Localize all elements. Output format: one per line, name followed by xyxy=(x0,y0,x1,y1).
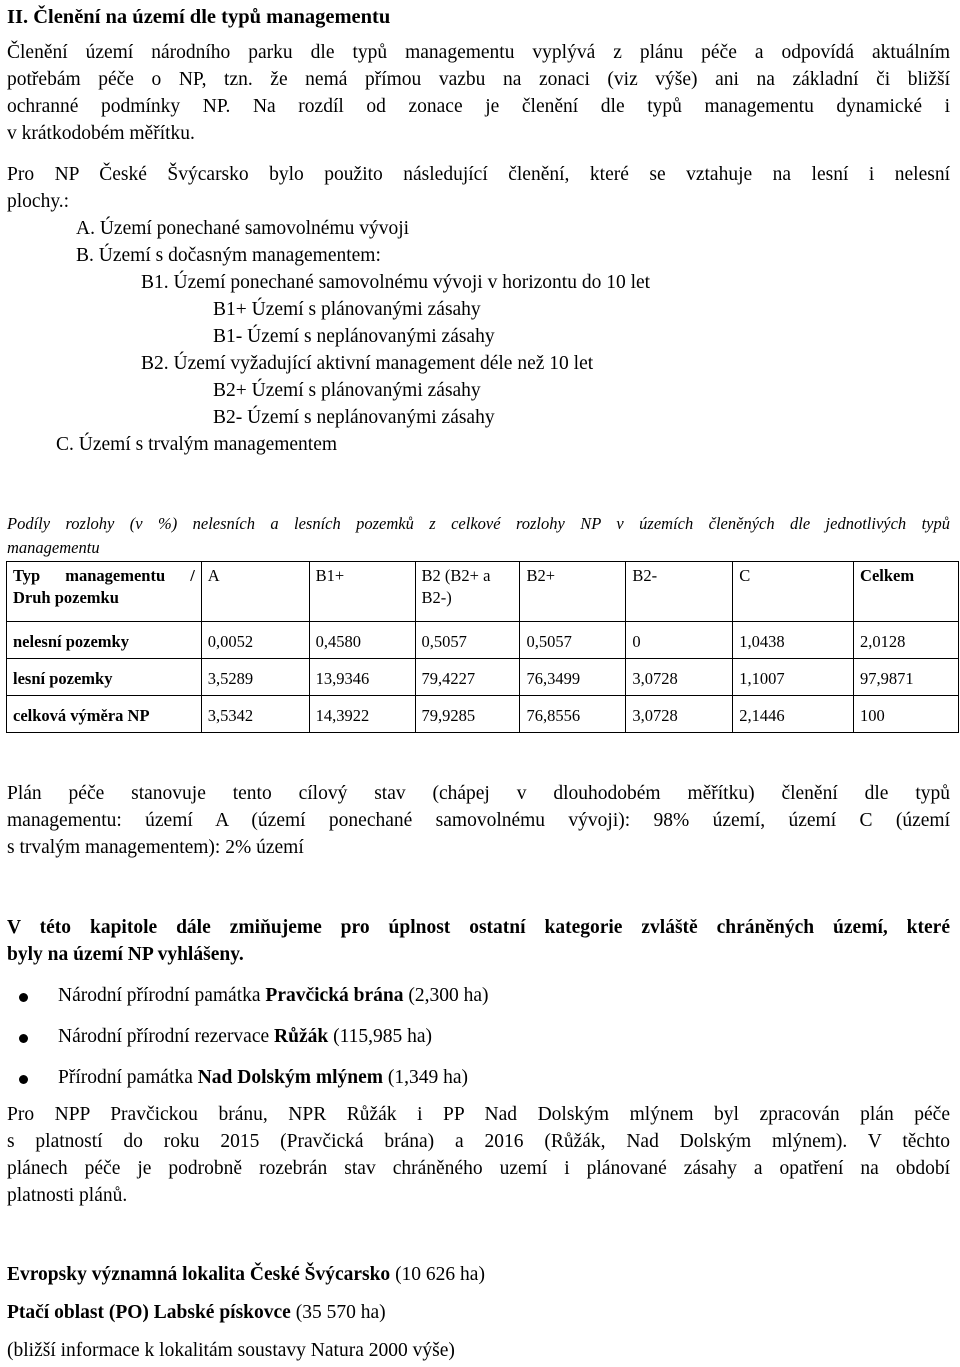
caption-line: managementu xyxy=(7,538,100,557)
item-name: Pravčická brána xyxy=(265,985,404,1006)
cell-value: 0,0052 xyxy=(201,622,309,659)
row-label: nelesní pozemky xyxy=(7,622,202,659)
care-line: plánech péče je podrobně rozebrán stav chráněného uzemí i plánované zásahy a opatření na období xyxy=(7,1158,950,1179)
header-text: B2-) xyxy=(421,588,452,607)
heading-line: V této kapitole dále zmiňujeme pro úplnost ostatní kategorie zvláště chráněných území, které xyxy=(7,917,950,938)
header-text: B1+ xyxy=(315,566,345,585)
po-line xyxy=(7,1302,386,1324)
po-name: Ptačí oblast (PO) Labské pískovce xyxy=(7,1302,291,1323)
header-cell-type xyxy=(7,562,202,622)
caption-line: Podíly rozlohy (v %) nelesních a lesních pozemků z celkové rozlohy NP v územích členěných dle jednotlivých typů xyxy=(7,514,950,533)
intro-line: v krátkodobém měřítku. xyxy=(7,123,195,144)
category-b1-plus: B1+ Území s plánovanými zásahy xyxy=(213,299,481,320)
care-line: Pro NPP Pravčickou bránu, NPR Růžák i PP Nad Dolským mlýnem byl zpracován plán péče xyxy=(7,1104,950,1125)
item-prefix: Národní přírodní památka xyxy=(58,985,266,1006)
natura-note: (bližší informace k lokalitám soustavy Natura 2000 výše) xyxy=(7,1340,455,1361)
cell-value: 76,8556 xyxy=(520,696,626,733)
header-text: B2- xyxy=(632,566,658,585)
header-text: B2+ xyxy=(526,566,555,585)
table-row xyxy=(7,622,959,659)
intro-line: potřebám péče o NP, tzn. že nemá přímou vazbu na zonaci (viz výše) ani na základní či bližší xyxy=(7,69,950,90)
plan-line: s trvalým managementem): 2% území xyxy=(7,837,304,858)
item-prefix: Přírodní památka xyxy=(58,1067,198,1088)
header-cell-a xyxy=(201,562,309,622)
item-area: (2,300 ha) xyxy=(403,985,489,1006)
section-title: II. Členění na území dle typů managementu xyxy=(7,6,391,28)
header-cell-b2 xyxy=(415,562,520,622)
management-table xyxy=(6,561,959,733)
item-name: Nad Dolským mlýnem xyxy=(197,1067,383,1088)
category-b1: B1. Území ponechané samovolnému vývoji v horizontu do 10 let xyxy=(141,272,651,293)
cell-value: 1,0438 xyxy=(733,622,854,659)
category-c: C. Území s trvalým managementem xyxy=(56,434,338,455)
cell-value: 97,9871 xyxy=(854,659,959,696)
care-line: platnosti plánů. xyxy=(7,1185,128,1206)
cell-value: 3,0728 xyxy=(626,696,733,733)
cell-value: 1,1007 xyxy=(733,659,854,696)
list-item xyxy=(58,1067,468,1089)
cell-value: 100 xyxy=(854,696,959,733)
category-b: B. Území s dočasným managementem: xyxy=(76,245,381,266)
plan-line: Plán péče stanovuje tento cílový stav (chápej v dlouhodobém měřítku) členění dle typů xyxy=(7,783,950,804)
cell-value: 79,4227 xyxy=(415,659,520,696)
care-line: s platností do roku 2015 (Pravčická brána) a 2016 (Růžák, Nad Dolským mlýnem). V těchto xyxy=(7,1131,950,1152)
cell-value: 0 xyxy=(626,622,733,659)
header-cell-b1-plus xyxy=(309,562,415,622)
header-cell-c xyxy=(733,562,854,622)
cell-value: 3,5342 xyxy=(201,696,309,733)
cell-value: 14,3922 xyxy=(309,696,415,733)
header-text: C xyxy=(739,566,751,585)
cell-value: 2,1446 xyxy=(733,696,854,733)
table-header-row xyxy=(7,562,959,622)
item-prefix: Národní přírodní rezervace xyxy=(58,1026,275,1047)
header-text: Typ managementu / xyxy=(13,566,195,585)
heading-line: byly na území NP vyhlášeny. xyxy=(7,944,244,965)
category-b2-plus: B2+ Území s plánovanými zásahy xyxy=(213,380,481,401)
bullet-icon xyxy=(19,1075,28,1084)
intro-line: Členění území národního parku dle typů managementu vyplývá z plánu péče a odpovídá aktuálním xyxy=(7,42,950,63)
category-b2-minus: B2- Území s neplánovanými zásahy xyxy=(213,407,495,428)
header-text: Druh pozemku xyxy=(13,588,119,607)
bullet-icon xyxy=(19,1034,28,1043)
row-label: celková výměra NP xyxy=(7,696,202,733)
cell-value: 76,3499 xyxy=(520,659,626,696)
category-a: A. Území ponechané samovolnému vývoji xyxy=(76,218,410,239)
intro-line: ochranné podmínky NP. Na rozdíl od zonace je členění dle typů managementu dynamické i xyxy=(7,96,950,117)
cell-value: 2,0128 xyxy=(854,622,959,659)
cell-value: 13,9346 xyxy=(309,659,415,696)
evl-line xyxy=(7,1264,485,1286)
header-text: Celkem xyxy=(860,566,915,585)
table-row xyxy=(7,696,959,733)
division-line: plochy.: xyxy=(7,191,70,212)
list-item xyxy=(58,985,489,1007)
category-b2: B2. Území vyžadující aktivní management déle než 10 let xyxy=(141,353,594,374)
cell-value: 0,5057 xyxy=(520,622,626,659)
cell-value: 3,5289 xyxy=(201,659,309,696)
header-cell-b2-plus xyxy=(520,562,626,622)
item-area: (115,985 ha) xyxy=(328,1026,432,1047)
division-line: Pro NP České Švýcarsko bylo použito následující členění, které se vztahuje na lesní i nelesní xyxy=(7,164,950,185)
header-cell-total xyxy=(854,562,959,622)
list-item xyxy=(58,1026,432,1048)
row-label: lesní pozemky xyxy=(7,659,202,696)
header-text: A xyxy=(207,566,220,585)
header-text: B2 (B2+ a xyxy=(421,566,491,585)
item-name: Růžák xyxy=(274,1026,329,1047)
evl-area: (10 626 ha) xyxy=(390,1264,485,1285)
category-b1-minus: B1- Území s neplánovanými zásahy xyxy=(213,326,495,347)
table-row xyxy=(7,659,959,696)
cell-value: 79,9285 xyxy=(415,696,520,733)
bullet-icon xyxy=(19,993,28,1002)
evl-name: Evropsky významná lokalita České Švýcarsko xyxy=(7,1264,391,1285)
po-area: (35 570 ha) xyxy=(290,1302,386,1323)
plan-line: managementu: území A (území ponechané samovolnému vývoji): 98% území, území C (území xyxy=(7,810,950,831)
header-cell-b2-minus xyxy=(626,562,733,622)
item-area: (1,349 ha) xyxy=(382,1067,469,1088)
cell-value: 0,4580 xyxy=(309,622,415,659)
cell-value: 0,5057 xyxy=(415,622,520,659)
cell-value: 3,0728 xyxy=(626,659,733,696)
